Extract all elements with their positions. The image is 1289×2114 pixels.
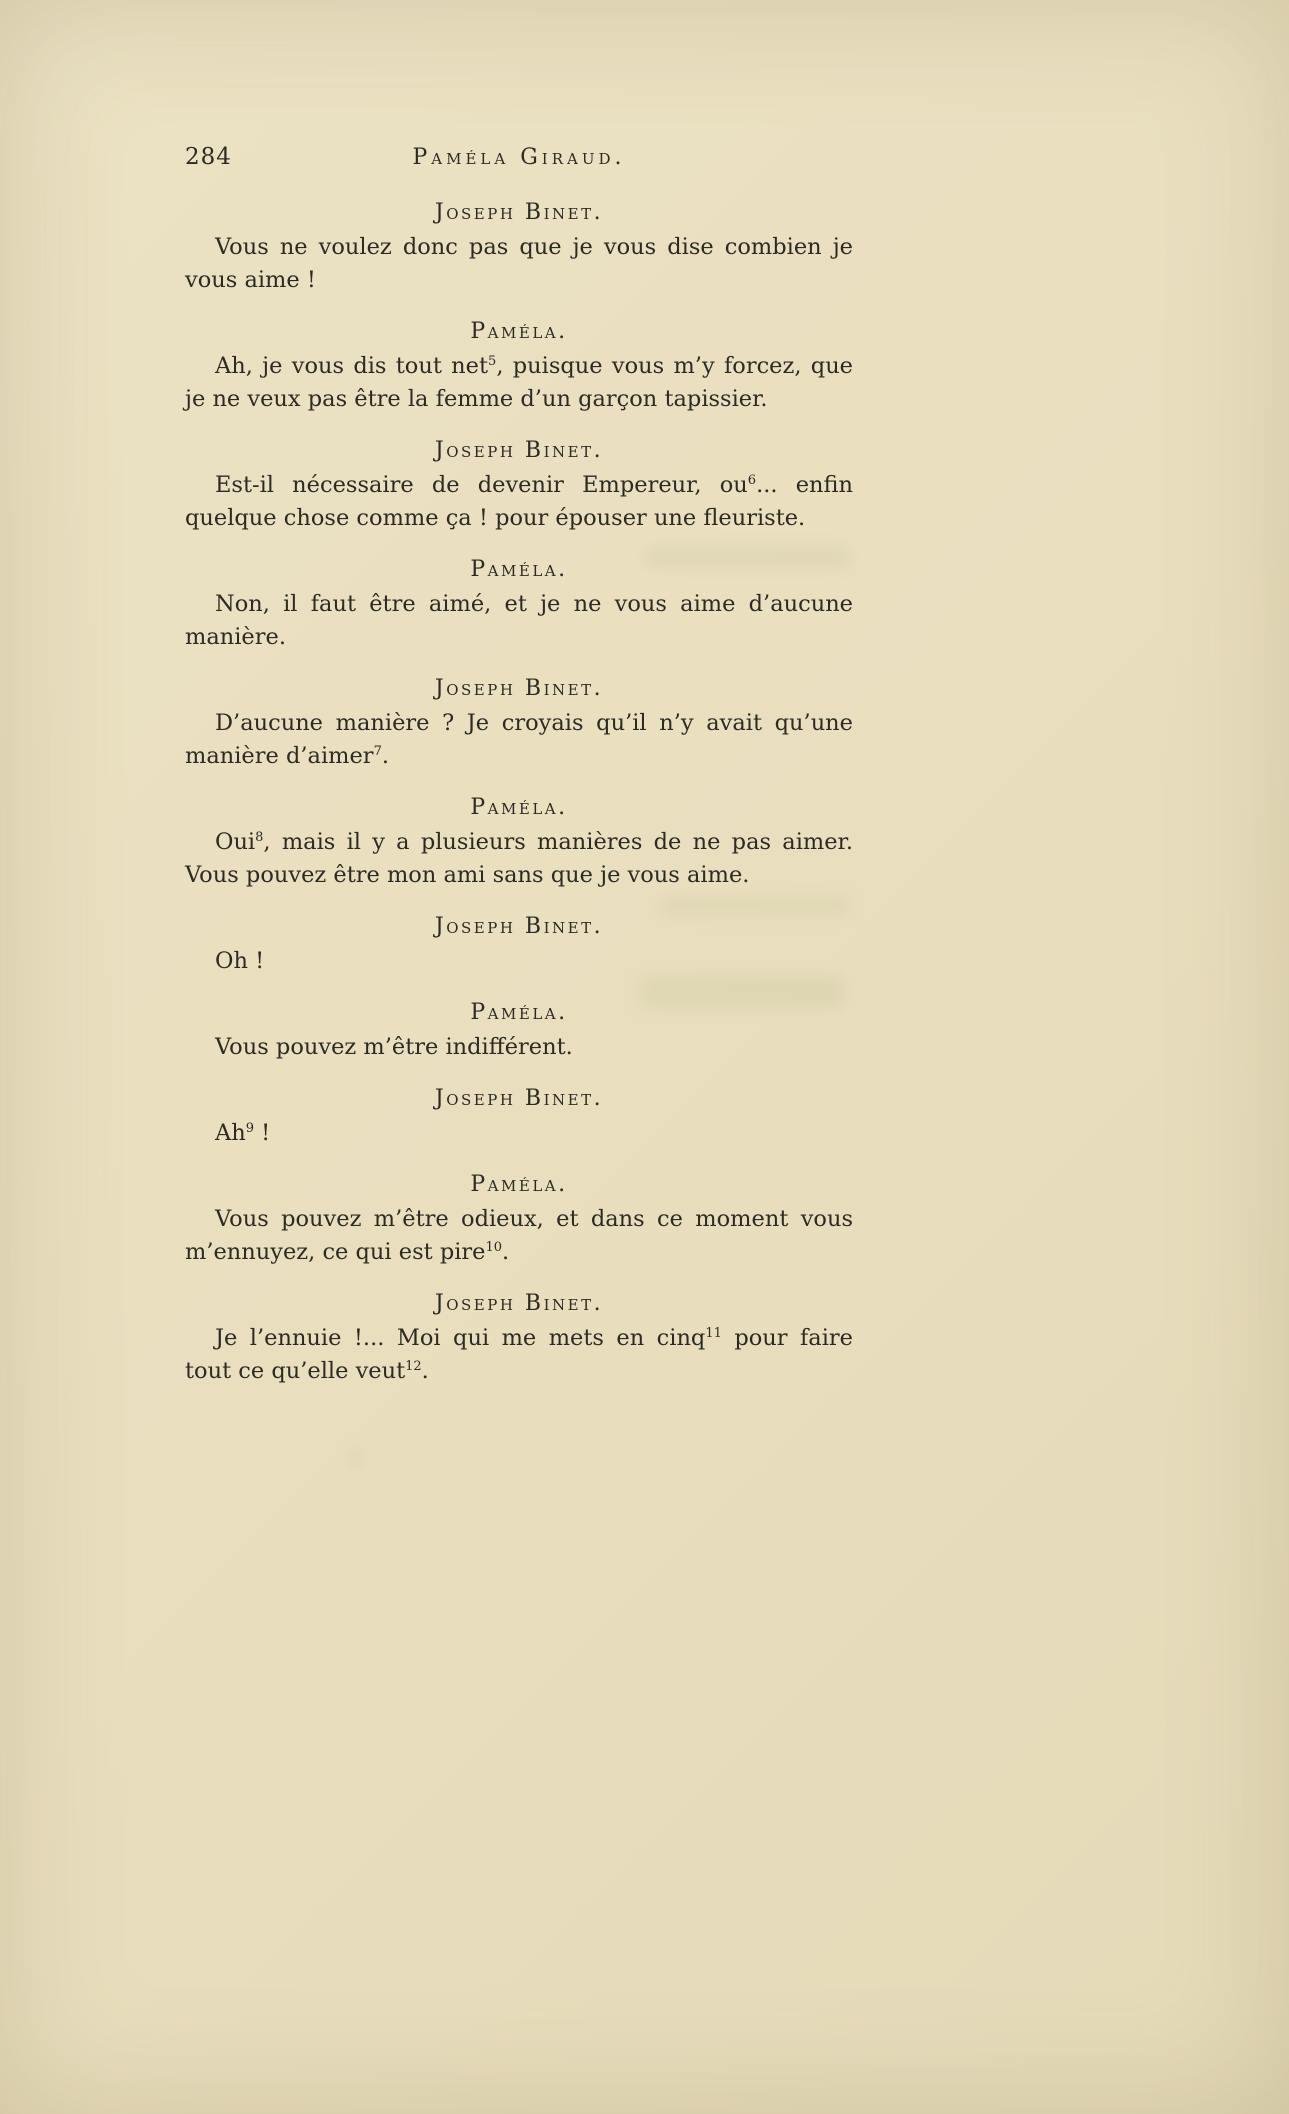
footnote-ref: 5	[488, 354, 497, 369]
dialogue	[185, 200, 853, 1388]
speaker-name: Joseph Binet.	[434, 1291, 604, 1316]
speaker-name: Paméla.	[470, 795, 568, 820]
footnote-ref: 11	[705, 1326, 722, 1341]
speaker-name: Paméla.	[470, 1172, 568, 1197]
speaker-name: Paméla.	[470, 1000, 568, 1025]
dialogue-paragraph: Vous pouvez m’être odieux, et dans ce moment vous m’ennuyez, ce qui est pire$^{10}$.	[185, 1206, 853, 1265]
dialogue-paragraph: Ah, je vous dis tout net$^5$, puisque vous m’y forcez, que je ne veux pas être la femme d’un garçon tapissier.	[185, 353, 853, 412]
dialogue-paragraph: Vous pouvez m’être indifférent.	[215, 1034, 573, 1060]
dialogue-paragraph: Vous ne voulez donc pas que je vous dise combien je vous aime !	[185, 234, 853, 293]
speaker-name: Joseph Binet.	[434, 1086, 604, 1111]
page-content	[185, 142, 853, 1388]
footnote-ref: 7	[373, 744, 382, 759]
speaker-name: Joseph Binet.	[434, 914, 604, 939]
dialogue-paragraph: D’aucune manière ? Je croyais qu’il n’y avait qu’une manière d’aimer$^7$.	[185, 710, 853, 769]
speaker-name: Joseph Binet.	[434, 676, 604, 701]
page-header	[185, 142, 853, 178]
footnote-ref: 9	[245, 1121, 255, 1136]
footnote-ref: 6	[747, 473, 757, 488]
dialogue-paragraph: Je l’ennuie !... Moi qui me mets en cinq$^{11}$ pour faire tout ce qu’elle veut$^{12}$.	[185, 1325, 853, 1384]
page-number: 284	[185, 144, 232, 170]
dialogue-paragraph: Est-il nécessaire de devenir Empereur, ou$^6$... enfin quelque chose comme ça ! pour épouser une fleuriste.	[185, 472, 853, 531]
speaker-name: Paméla.	[470, 557, 568, 582]
speaker-name: Paméla.	[470, 319, 568, 344]
dialogue-paragraph: Ah$^9$ !	[215, 1120, 271, 1146]
running-title: Paméla Giraud.	[412, 145, 626, 170]
dialogue-paragraph: Oui$^8$, mais il y a plusieurs manières de ne pas aimer. Vous pouvez être mon ami sans que je vous aime.	[185, 829, 853, 888]
dialogue-paragraph: Non, il faut être aimé, et je ne vous aime d’aucune manière.	[185, 591, 853, 650]
speaker-name: Joseph Binet.	[434, 200, 604, 225]
footnote-ref: 8	[255, 830, 264, 845]
speaker-name: Joseph Binet.	[434, 438, 604, 463]
dialogue-paragraph: Oh !	[215, 948, 265, 974]
show-through-mark	[348, 1448, 364, 1468]
footnote-ref: 12	[405, 1359, 422, 1374]
footnote-ref: 10	[485, 1240, 503, 1255]
